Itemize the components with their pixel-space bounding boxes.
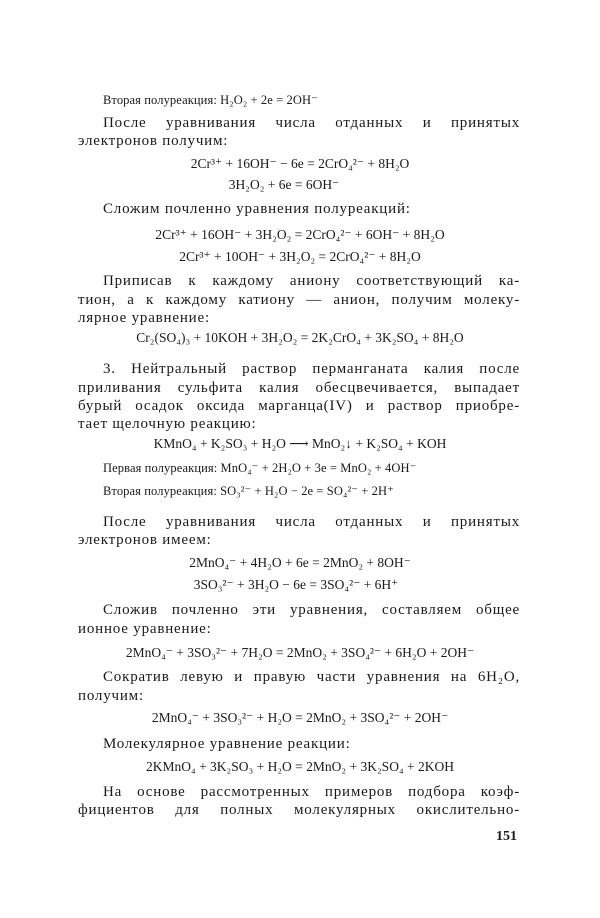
text-line: На основе рассмотренных примеров подбора коэф- <box>103 784 520 800</box>
half-reaction-2-so3: Вторая полуреакция: SO₃²⁻ + H₂O − 2e = SO₄²⁻ + 2H⁺ <box>103 484 394 498</box>
text-line: фициентов для полных молекулярных окислительно- <box>78 802 520 818</box>
text-line: электронов имеем: <box>78 532 212 548</box>
text-line: 3. Нейтральный раствор перманганата калия после <box>103 361 520 377</box>
text-line: Сократив левую и правую части уравнения на 6H₂O, <box>103 669 520 685</box>
equation: Cr₂(SO₄)₃ + 10KOH + 3H₂O₂ = 2K₂CrO₄ + 3K₂SO₄ + 8H₂O <box>136 330 464 345</box>
equation: 2Cr³⁺ + 10OH⁻ + 3H₂O₂ = 2CrO₄²⁻ + 8H₂O <box>179 249 421 264</box>
text-line: электронов получим: <box>78 133 229 149</box>
equation: 3H₂O₂ + 6e = 6OH⁻ <box>228 177 340 192</box>
text-line: Приписав к каждому аниону соответствующий ка- <box>103 273 520 289</box>
text-line: тает щелочную реакцию: <box>78 416 257 432</box>
text-line: Сложив почленно эти уравнения, составляем общее <box>103 602 520 618</box>
text-line: ионное уравнение: <box>78 621 212 637</box>
text-line: бурый осадок оксида марганца(IV) и раствор приобре- <box>78 398 520 414</box>
equation: 2MnO₄⁻ + 4H₂O + 6e = 2MnO₂ + 8OH⁻ <box>189 555 411 570</box>
text-line: получим: <box>78 688 144 704</box>
equation: 2MnO₄⁻ + 3SO₃²⁻ + H₂O = 2MnO₂ + 3SO₄²⁻ + 2OH⁻ <box>151 710 449 725</box>
half-reaction-1-mno4: Первая полуреакция: MnO₄⁻ + 2H₂O + 3e = MnO₂ + 4OH⁻ <box>103 461 417 475</box>
text-line: После уравнивания числа отданных и принятых <box>103 514 520 530</box>
equation: KMnO₄ + K₂SO₃ + H₂O ⟶ MnO₂↓ + K₂SO₄ + KOH <box>153 436 447 451</box>
text-line: После уравнивания числа отданных и принятых <box>103 115 520 131</box>
text-line: Молекулярное уравнение реакции: <box>103 736 351 752</box>
text-line: лярное уравнение: <box>78 310 210 326</box>
equation: 2MnO₄⁻ + 3SO₃²⁻ + 7H₂O = 2MnO₂ + 3SO₄²⁻ + 6H₂O + 2OH⁻ <box>125 645 475 660</box>
text-line: приливания сульфита калия обесцвечивается, выпадает <box>78 380 520 396</box>
text-line: тион, а к каждому катиону — анион, получим молеку- <box>78 292 520 308</box>
text-line: Сложим почленно уравнения полуреакций: <box>103 201 411 217</box>
page-number: 151 <box>496 829 517 844</box>
equation: 2KMnO₄ + 3K₂SO₃ + H₂O = 2MnO₂ + 3K₂SO₄ + 2KOH <box>145 759 455 774</box>
equation: 2Cr³⁺ + 16OH⁻ + 3H₂O₂ = 2CrO₄²⁻ + 6OH⁻ + 8H₂O <box>155 227 445 242</box>
equation: 3SO₃²⁻ + 3H₂O − 6e = 3SO₄²⁻ + 6H⁺ <box>193 577 399 592</box>
equation: 2Cr³⁺ + 16OH⁻ − 6e = 2CrO₄²⁻ + 8H₂O <box>190 156 410 171</box>
half-reaction-2-h2o2: Вторая полуреакция: H₂O₂ + 2e = 2OH⁻ <box>103 93 318 107</box>
